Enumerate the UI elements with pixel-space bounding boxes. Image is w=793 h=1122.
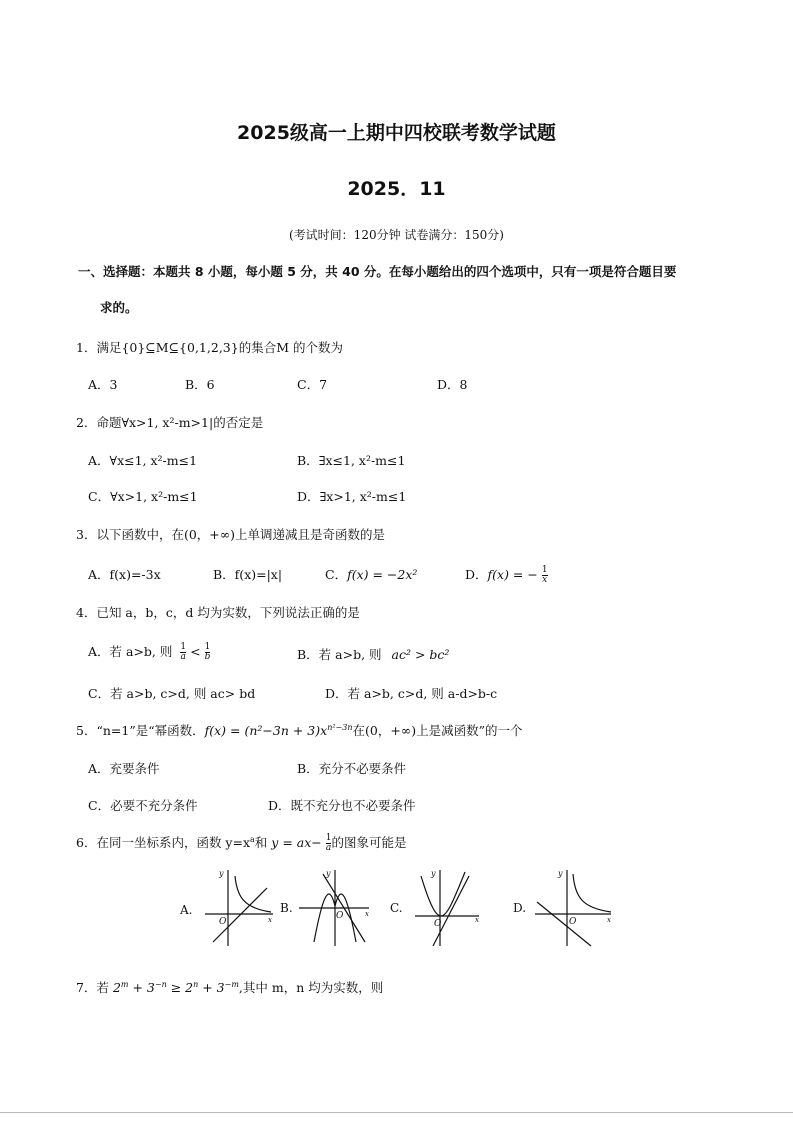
q5-stem-formula: f(x) = (n²−3n + 3)x xyxy=(204,723,328,738)
q7-stem-post: ,其中 m，n 均为实数，则 xyxy=(238,980,384,995)
q5-option-b: B．充分不必要条件 xyxy=(297,761,407,776)
q7-term-2: + 3 xyxy=(128,980,155,995)
q4-option-b-formula: ac² > bc² xyxy=(391,647,450,662)
q5-stem-exponent: n²−3n xyxy=(327,722,353,732)
graph-a-x-label: x xyxy=(268,916,272,924)
q4-fraction-1 xyxy=(180,643,186,662)
q6-fraction-den: a xyxy=(325,843,332,853)
exam-info: (考试时间：120分钟 试卷满分：150分) xyxy=(289,228,504,242)
graph-b xyxy=(299,870,369,946)
q4-fraction-2-num: 1 xyxy=(204,642,211,652)
q2-option-c: C．∀x>1, x²-m≤1 xyxy=(88,489,198,504)
graph-a xyxy=(205,870,273,946)
graph-b-x-label: x xyxy=(365,910,369,918)
graph-c xyxy=(415,870,479,946)
q3-stem: 3．以下函数中，在(0，+∞)上单调递减且是奇函数的是 xyxy=(76,527,386,542)
q4-less-than: < xyxy=(190,644,201,659)
graph-d-power-curve xyxy=(573,874,611,912)
q5-option-c: C．必要不充分条件 xyxy=(88,798,198,813)
q1-option-d: D．8 xyxy=(437,377,468,392)
q3-option-a: A．f(x)=-3x xyxy=(88,567,161,582)
graph-c-origin: O xyxy=(434,919,442,929)
graph-label-c: C. xyxy=(390,901,403,915)
q1-stem: 1．满足{0}⊆M⊆{0,1,2,3}的集合M 的个数为 xyxy=(76,340,343,355)
graph-label-b: B. xyxy=(280,901,293,915)
graph-d-origin: O xyxy=(569,917,577,927)
q7-exp-4: −m xyxy=(224,979,239,989)
q1-option-b: B．6 xyxy=(185,377,215,392)
q3-option-d-formula: f(x) = − xyxy=(487,567,538,582)
page-bottom-border xyxy=(0,1112,793,1113)
graph-c-x-label: x xyxy=(475,916,479,924)
q4-option-b xyxy=(297,645,449,663)
q6-graphs xyxy=(175,862,625,952)
q4-fraction-2 xyxy=(205,643,211,662)
q1-option-c: C．7 xyxy=(297,377,328,392)
q3-option-d xyxy=(465,565,548,585)
q5-stem xyxy=(76,721,522,739)
q4-fraction-2-den: b xyxy=(204,652,211,662)
q7-term-3: ≥ 2 xyxy=(166,980,194,995)
q2-stem: 2．命题∀x>1, x²-m>1|的否定是 xyxy=(76,415,264,430)
q7-base-1: 2 xyxy=(112,980,121,995)
graph-d-y-label: y xyxy=(558,869,563,878)
q4-fraction-1-num: 1 xyxy=(180,642,187,652)
q5-option-a: A．充要条件 xyxy=(88,761,160,776)
q6-stem-exponent: a xyxy=(250,834,255,844)
graph-c-power-curve xyxy=(421,872,465,916)
graph-a-origin: O xyxy=(219,917,227,927)
q3-option-c xyxy=(325,565,417,583)
q3-option-d-label: D． xyxy=(465,567,488,582)
q3-option-d-fraction xyxy=(542,566,548,585)
q3-option-b: B．f(x)=|x| xyxy=(213,567,283,582)
q3-option-c-label: C． xyxy=(325,567,348,582)
exam-date: 2025．11 xyxy=(347,178,446,200)
graph-b-y-label: y xyxy=(326,869,331,878)
q7-exp-3: n xyxy=(193,979,199,989)
q6-stem xyxy=(76,833,406,853)
q6-fraction-num: 1 xyxy=(325,833,332,843)
graph-d-x-label: x xyxy=(607,916,611,924)
q6-stem-post: 的图象可能是 xyxy=(331,835,407,850)
q2-option-b: B．∃x≤1, x²-m≤1 xyxy=(297,453,406,468)
graph-a-y-label: y xyxy=(219,869,224,878)
q5-stem-pre: 5．“n=1”是“幂函数． xyxy=(76,723,205,738)
q3-fraction-denominator: x xyxy=(542,575,548,585)
q4-stem: 4．已知 a，b，c，d 均为实数，下列说法正确的是 xyxy=(76,605,360,620)
graph-a-power-curve xyxy=(235,876,271,912)
q7-stem xyxy=(76,978,383,996)
section-heading-line2: 求的。 xyxy=(100,300,138,315)
q4-option-c: C．若 a>b, c>d, 则 ac> bd xyxy=(88,686,256,701)
q3-fraction-numerator: 1 xyxy=(541,565,548,575)
q4-option-a xyxy=(88,642,210,662)
q6-stem-pre: 6．在同一坐标系内，函数 y=x xyxy=(76,835,251,850)
q1-option-a: A．3 xyxy=(88,377,118,392)
page-title: 2025级高一上期中四校联考数学试题 xyxy=(237,122,556,144)
q4-fraction-1-den: a xyxy=(180,652,186,662)
q2-option-a: A．∀x≤1, x²-m≤1 xyxy=(88,453,198,468)
graph-label-a: A. xyxy=(180,903,193,917)
q4-option-d: D．若 a>b, c>d, 则 a-d>b-c xyxy=(325,686,498,701)
graph-b-origin: O xyxy=(336,911,344,921)
q5-stem-post: 在(0，+∞)上是减函数”的一个 xyxy=(352,723,523,738)
q5-option-d: D．既不充分也不必要条件 xyxy=(268,798,416,813)
graph-c-line xyxy=(433,876,469,946)
q4-option-b-text: B．若 a>b, 则 xyxy=(297,647,382,662)
q7-term-4: + 3 xyxy=(198,980,225,995)
q6-stem-mid: 和 xyxy=(254,835,272,850)
section-heading-line1: 一、选择题：本题共 8 小题，每小题 5 分，共 40 分。在每小题给出的四个选项中，只有一项是符合题目要 xyxy=(78,264,677,279)
graph-c-y-label: y xyxy=(431,869,436,878)
q2-option-d: D．∃x>1, x²-m≤1 xyxy=(297,489,407,504)
q7-stem-pre: 7．若 xyxy=(76,980,113,995)
q7-exp-2: −n xyxy=(154,979,167,989)
q4-option-a-text: A．若 a>b, 则 xyxy=(88,644,173,659)
graph-d-line xyxy=(537,902,591,946)
q7-exp-1: m xyxy=(120,979,129,989)
graph-label-d: D. xyxy=(513,901,527,915)
q3-option-c-formula: f(x) = −2x² xyxy=(347,567,418,582)
q6-stem-formula: y = ax− xyxy=(271,835,322,850)
graph-d xyxy=(535,870,611,946)
